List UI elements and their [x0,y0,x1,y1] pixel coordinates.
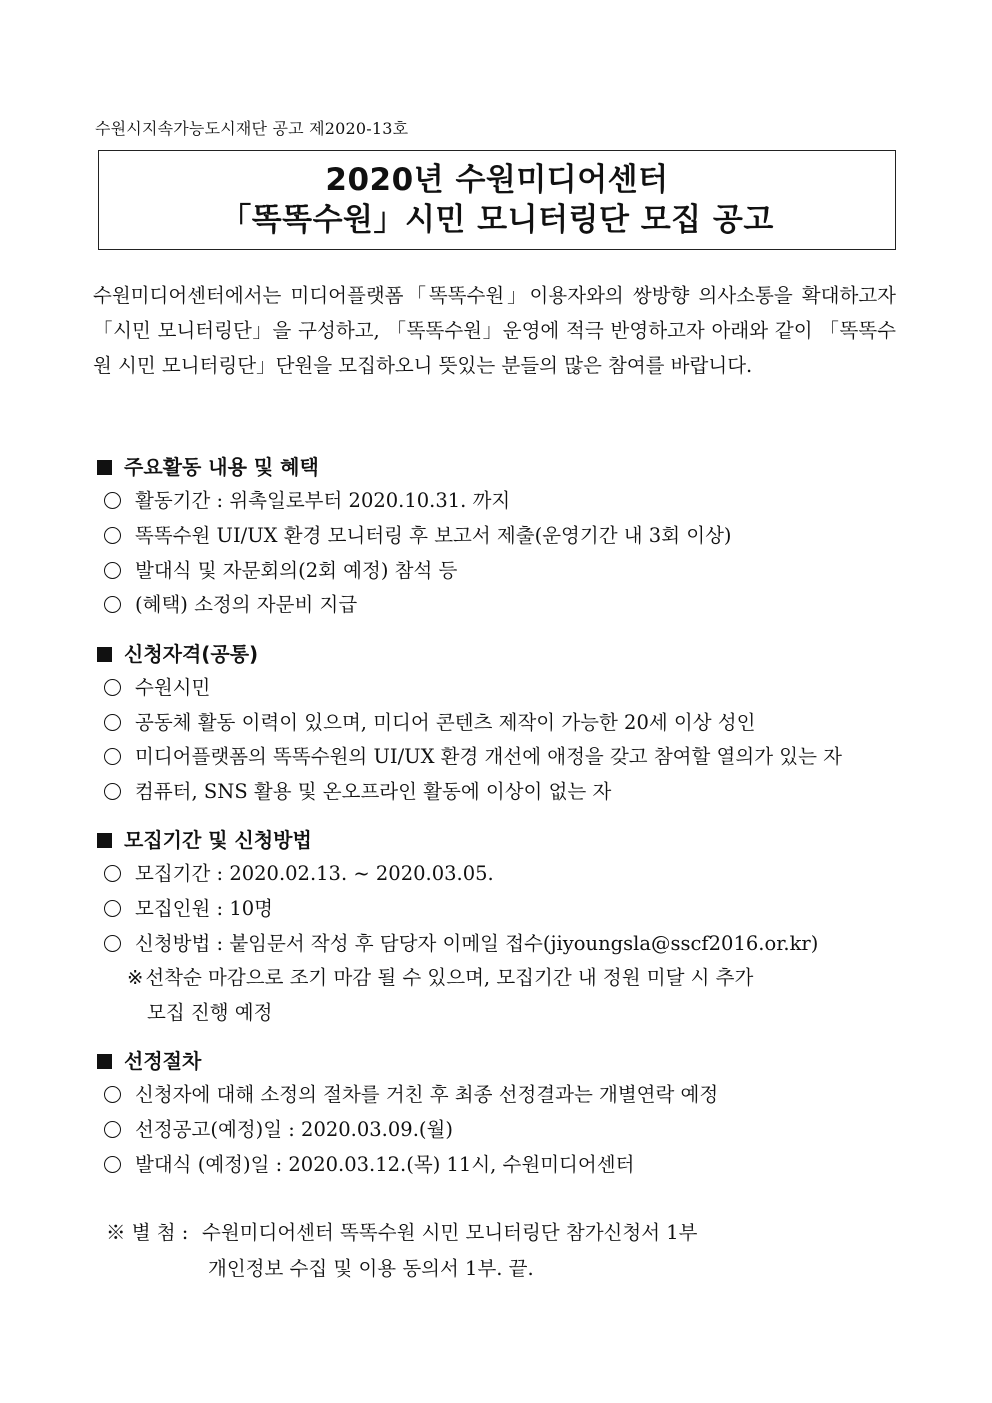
recruitment-note [127,960,897,1030]
attachment-label: ※ 별 첨 : [106,1221,189,1244]
square-bullet-icon [97,833,112,848]
list-item: 미디어플랫폼의 똑똑수원의 UI/UX 환경 개선에 애정을 갖고 참여할 열의가 있는 자 [104,742,842,772]
title-line-2: 「똑똑수원」시민 모니터링단 모집 공고 [220,202,774,238]
list-item: 발대식 (예정)일 : 2020.03.12.(목) 11시, 수원미디어센터 [104,1150,634,1180]
list-item: 수원시민 [104,673,210,703]
title-line-1: 2020년 수원미디어센터 [325,162,669,198]
list-item: 모집기간 : 2020.02.13. ~ 2020.03.05. [104,859,494,889]
title-box [98,150,896,250]
list-item: 선정공고(예정)일 : 2020.03.09.(월) [104,1115,453,1145]
list-item: 똑똑수원 UI/UX 환경 모니터링 후 보고서 제출(운영기간 내 3회 이상) [104,521,732,551]
circle-bullet-icon [104,714,121,731]
square-bullet-icon [97,460,112,475]
intro-paragraph: 수원미디어센터에서는 미디어플랫폼「똑똑수원」이용자와의 쌍방향 의사소통을 확대하고자「시민 모니터링단」을 구성하고, 「똑똑수원」운영에 적극 반영하고자 아래와 같이 「똑똑수원 시민 모니터링단」단원을 모집하오니 뜻있는 분들의 많은 참여를 바랍니다. [93,284,896,377]
list-item: 모집인원 : 10명 [104,894,273,924]
circle-bullet-icon [104,1156,121,1173]
circle-bullet-icon [104,527,121,544]
section-heading-activities: 주요활동 내용 및 혜택 [97,453,319,481]
attachment-line-2: 개인정보 수집 및 이용 동의서 1부. 끝. [208,1257,534,1280]
list-item: 활동기간 : 위촉일로부터 2020.10.31. 까지 [104,486,510,516]
list-item: 신청방법 : 붙임문서 작성 후 담당자 이메일 접수(jiyoungsla@sscf2016.or.kr) [104,929,818,959]
list-item: 컴퓨터, SNS 활용 및 온오프라인 활동에 이상이 없는 자 [104,777,611,807]
circle-bullet-icon [104,596,121,613]
notice-number: 수원시지속가능도시재단 공고 제2020-13호 [95,119,409,138]
attachment-line-1: ※ 별 첨 : 수원미디어센터 똑똑수원 시민 모니터링단 참가신청서 1부 [106,1218,698,1248]
list-item: 발대식 및 자문회의(2회 예정) 참석 등 [104,556,457,586]
circle-bullet-icon [104,865,121,882]
circle-bullet-icon [104,1086,121,1103]
section-heading-eligibility: 신청자격(공통) [97,640,258,668]
list-item: 신청자에 대해 소정의 절차를 거친 후 최종 선정결과는 개별연락 예정 [104,1080,718,1110]
list-item: 공동체 활동 이력이 있으며, 미디어 콘텐츠 제작이 가능한 20세 이상 성인 [104,708,755,738]
section-heading-selection: 선정절차 [97,1047,201,1075]
circle-bullet-icon [104,900,121,917]
note-line-1: 선착순 마감으로 조기 마감 될 수 있으며, 모집기간 내 정원 미달 시 추가 [145,966,754,989]
list-item: (혜택) 소정의 자문비 지급 [104,590,357,620]
square-bullet-icon [97,647,112,662]
square-bullet-icon [97,1054,112,1069]
circle-bullet-icon [104,783,121,800]
section-heading-recruitment: 모집기간 및 신청방법 [97,826,312,854]
circle-bullet-icon [104,679,121,696]
reference-mark: ※ [127,966,144,989]
circle-bullet-icon [104,492,121,509]
circle-bullet-icon [104,935,121,952]
circle-bullet-icon [104,562,121,579]
note-line-2: 모집 진행 예정 [147,1001,273,1024]
circle-bullet-icon [104,748,121,765]
circle-bullet-icon [104,1121,121,1138]
